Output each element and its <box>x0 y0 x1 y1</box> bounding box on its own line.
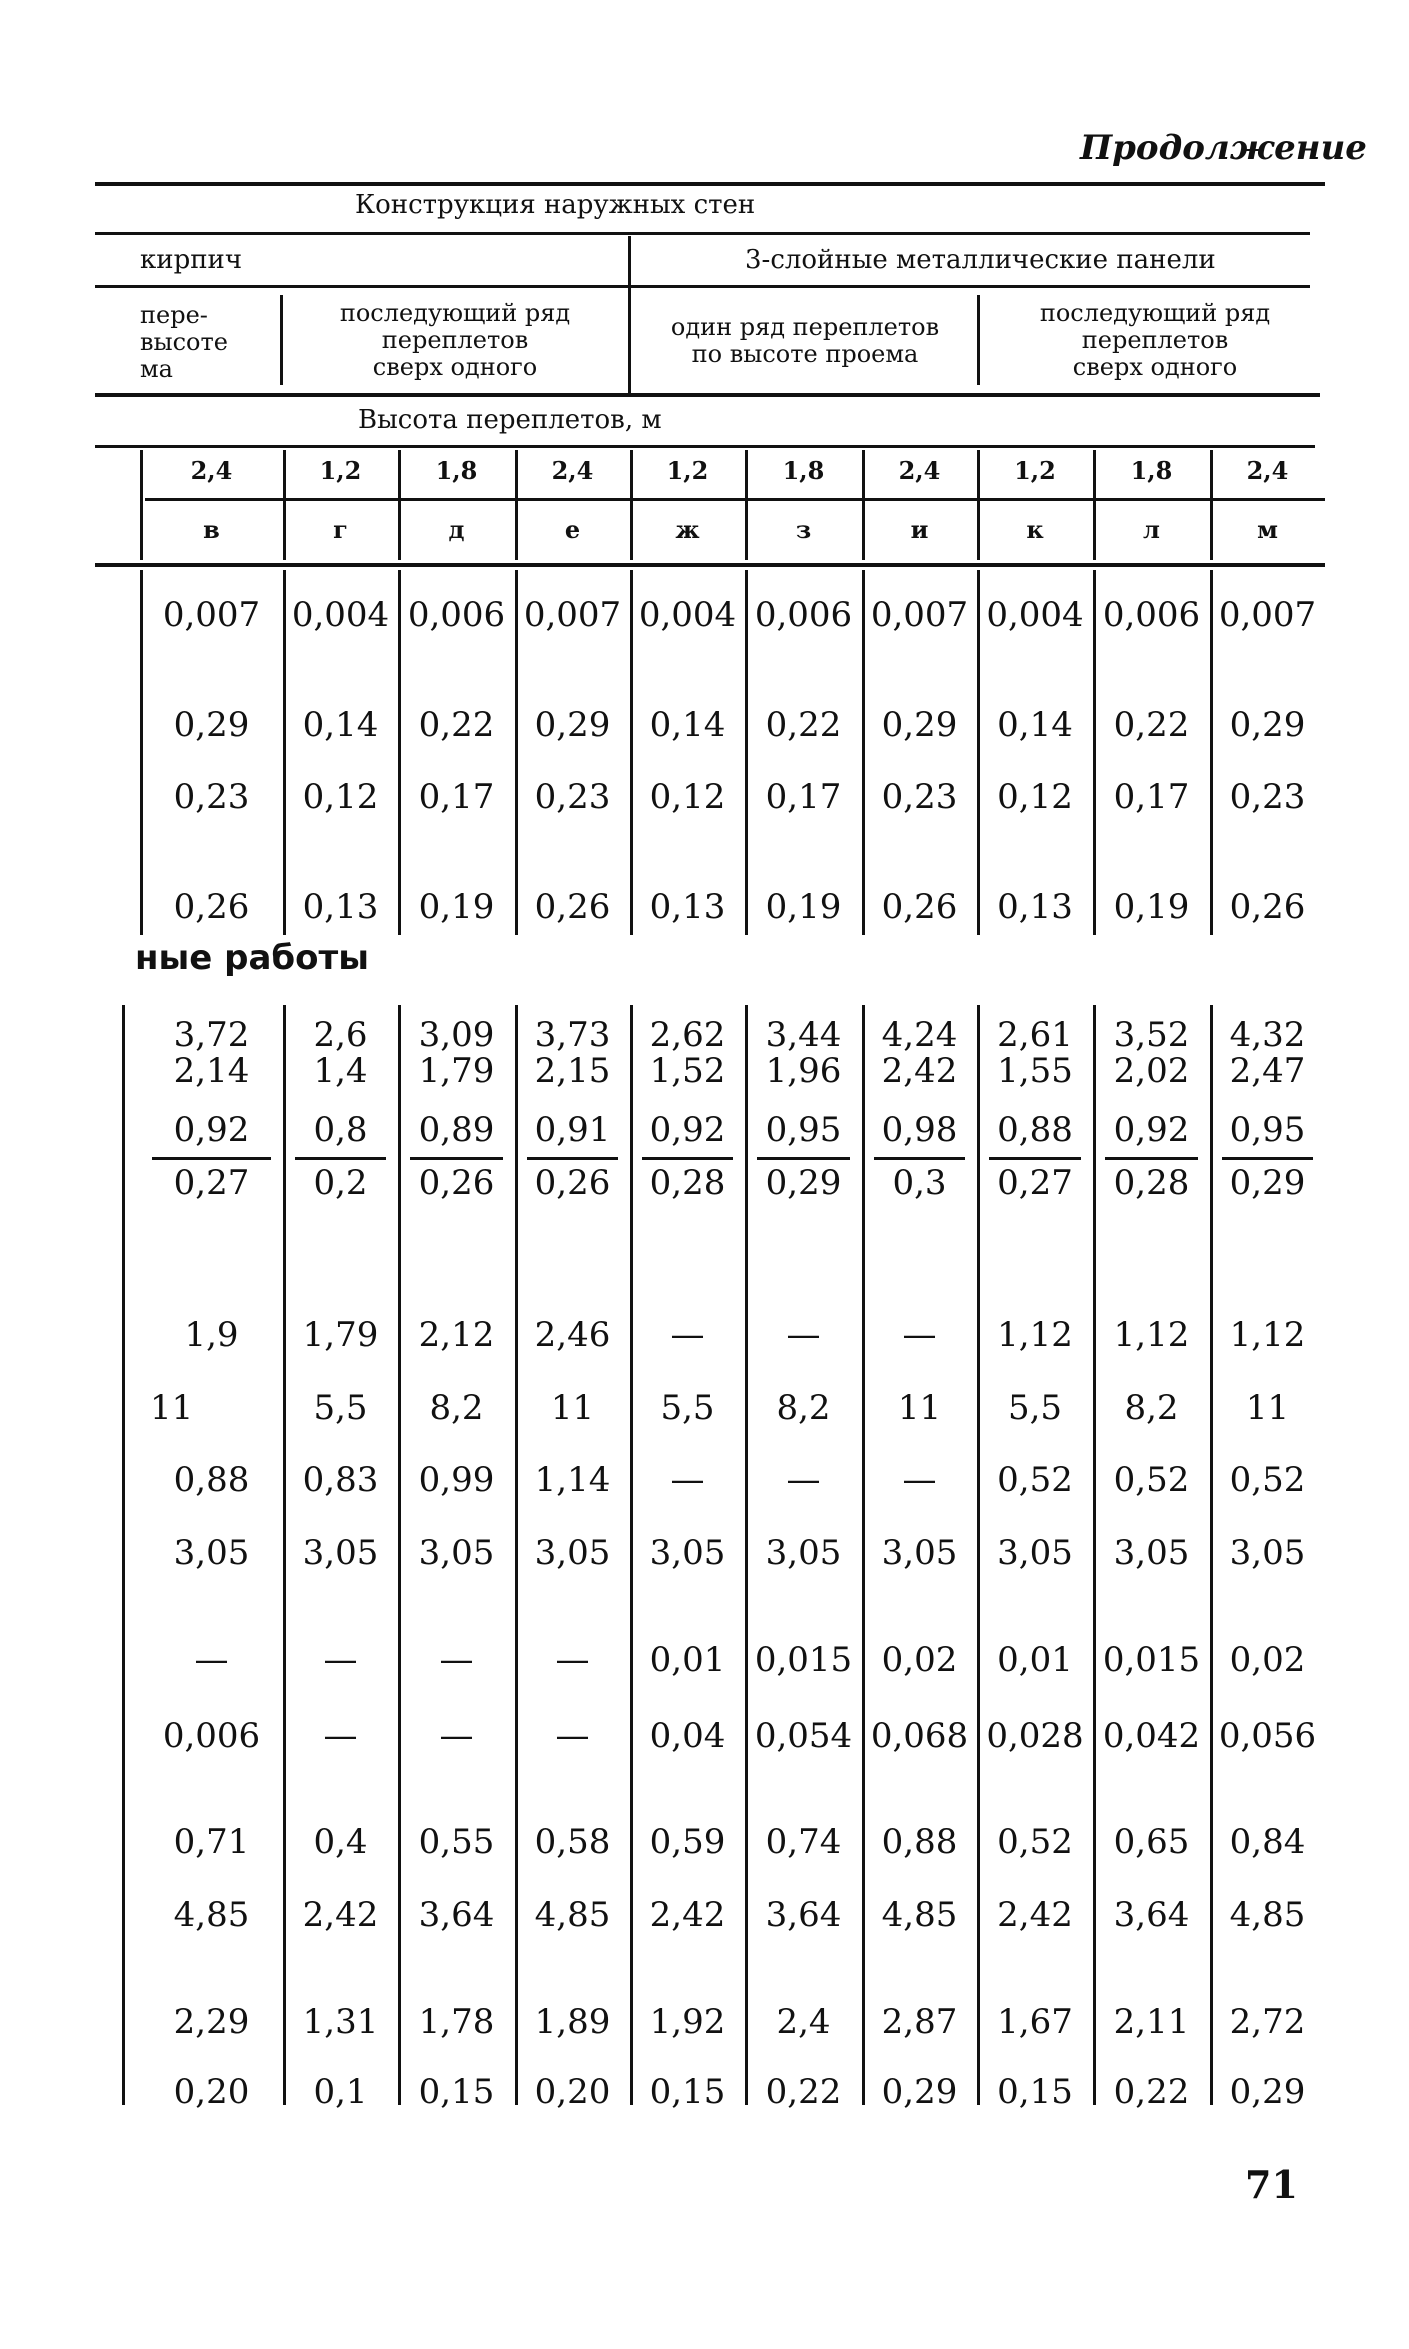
table-cell: 4,85 <box>881 1895 958 1935</box>
table-cell: 0,02 <box>881 1640 958 1680</box>
table-cell: 3,05 <box>1113 1533 1190 1573</box>
column-divider <box>862 450 865 560</box>
fraction-numerator: 0,8 <box>313 1110 368 1150</box>
table-cell: — <box>439 1716 474 1756</box>
fraction-denominator: 0,27 <box>997 1163 1073 1203</box>
table-cell: 0,17 <box>765 777 842 817</box>
column-divider <box>283 1005 286 2105</box>
table-cell: 0,23 <box>173 777 250 817</box>
table-cell: 2,42 <box>881 1051 958 1091</box>
table-cell: 2,42 <box>302 1895 379 1935</box>
height-cell: 1,2 <box>666 456 709 485</box>
table-cell: 0,056 <box>1218 1716 1317 1756</box>
table-cell: 0,26 <box>534 887 611 927</box>
column-divider <box>515 450 518 560</box>
fraction-denominator: 0,28 <box>649 1163 726 1203</box>
table-cell: 2,02 <box>1113 1051 1190 1091</box>
group-divider <box>628 236 631 396</box>
table-cell: 1,78 <box>418 2002 495 2042</box>
table-cell: 0,007 <box>1218 595 1317 635</box>
fraction-bar <box>1222 1157 1313 1160</box>
subheader-pere: пере- высоте ма <box>140 301 228 383</box>
table-cell: — <box>786 1315 821 1355</box>
table-cell: 11 <box>150 1388 194 1428</box>
table-cell: 1,79 <box>302 1315 379 1355</box>
table-cell: 0,4 <box>313 1822 368 1862</box>
header-rule <box>95 232 1310 235</box>
table-cell: 0,006 <box>162 1716 261 1756</box>
table-cell: 1,55 <box>997 1051 1073 1091</box>
table-cell: 0,26 <box>173 887 250 927</box>
table-cell: — <box>670 1460 705 1500</box>
table-cell: 0,006 <box>1102 595 1201 635</box>
table-cell: 0,88 <box>881 1822 958 1862</box>
table-cell: 1,89 <box>534 2002 611 2042</box>
table-cell: 2,4 <box>776 2002 831 2042</box>
table-cell: 11 <box>550 1388 595 1428</box>
table-cell: 2,61 <box>997 1015 1073 1055</box>
table-cell: 0,12 <box>997 777 1073 817</box>
table-cell: 0,13 <box>649 887 726 927</box>
table-cell: — <box>555 1640 590 1680</box>
table-cell: 1,4 <box>313 1051 368 1091</box>
table-cell: 3,64 <box>418 1895 495 1935</box>
fraction-numerator: 0,98 <box>881 1110 958 1150</box>
header-rule <box>95 393 1320 397</box>
header-rule <box>95 182 1325 186</box>
subheader-divider <box>280 295 283 385</box>
column-divider <box>398 570 401 935</box>
height-cell: 2,4 <box>1246 456 1289 485</box>
column-letter: ж <box>675 515 700 544</box>
fraction-numerator: 0,92 <box>173 1110 250 1150</box>
table-cell: 0,22 <box>1113 2072 1190 2112</box>
table-cell: 3,52 <box>1113 1015 1190 1055</box>
height-cell: 2,4 <box>898 456 941 485</box>
header-rule <box>95 285 1310 288</box>
table-cell: 2,14 <box>173 1051 250 1091</box>
table-cell: 3,05 <box>418 1533 495 1573</box>
header-rule <box>145 498 1325 501</box>
table-cell: 1,79 <box>418 1051 495 1091</box>
column-divider <box>1093 450 1096 560</box>
table-cell: 0,29 <box>1229 2072 1306 2112</box>
table-cell: 3,05 <box>534 1533 611 1573</box>
fraction-numerator: 0,95 <box>765 1110 842 1150</box>
table-cell: 0,22 <box>418 705 495 745</box>
fraction-bar <box>152 1157 271 1160</box>
table-cell: 2,42 <box>997 1895 1073 1935</box>
column-letter: м <box>1257 515 1278 544</box>
table-cell: 3,05 <box>1229 1533 1306 1573</box>
header-rule <box>95 563 1325 567</box>
table-cell: 0,58 <box>534 1822 611 1862</box>
fraction-bar <box>642 1157 733 1160</box>
table-cell: 0,88 <box>173 1460 250 1500</box>
column-divider <box>977 570 980 935</box>
table-cell: — <box>323 1640 358 1680</box>
height-cell: 1,8 <box>1130 456 1173 485</box>
table-cell: 4,85 <box>534 1895 611 1935</box>
column-divider <box>140 570 143 935</box>
table-cell: 0,14 <box>649 705 726 745</box>
table-cell: 0,028 <box>986 1716 1084 1756</box>
table-cell: 0,04 <box>649 1716 726 1756</box>
table-cell: 0,19 <box>1113 887 1190 927</box>
fraction-bar <box>874 1157 965 1160</box>
column-divider <box>515 570 518 935</box>
table-cell: 4,85 <box>1229 1895 1306 1935</box>
table-cell: 0,015 <box>1102 1640 1201 1680</box>
fraction-bar <box>410 1157 503 1160</box>
table-cell: 0,52 <box>997 1822 1073 1862</box>
table-cell: 1,31 <box>302 2002 379 2042</box>
fraction-bar <box>1105 1157 1198 1160</box>
fraction-denominator: 0,28 <box>1113 1163 1190 1203</box>
table-cell: 0,13 <box>302 887 379 927</box>
table-cell: 0,55 <box>418 1822 495 1862</box>
fraction-numerator: 0,92 <box>649 1110 726 1150</box>
column-letter: г <box>333 515 348 544</box>
table-cell: 0,83 <box>302 1460 379 1500</box>
brick-header: кирпич <box>140 245 243 275</box>
table-cell: 3,09 <box>418 1015 495 1055</box>
column-letter: к <box>1026 515 1044 544</box>
height-cell: 2,4 <box>190 456 233 485</box>
fraction-bar <box>527 1157 618 1160</box>
column-divider <box>630 1005 633 2105</box>
table-cell: 0,068 <box>870 1716 969 1756</box>
column-letter: з <box>795 515 812 544</box>
table-cell: 0,20 <box>173 2072 250 2112</box>
table-cell: 1,12 <box>997 1315 1073 1355</box>
fraction-denominator: 0,27 <box>173 1163 250 1203</box>
table-cell: 8,2 <box>776 1388 831 1428</box>
height-cell: 2,4 <box>551 456 594 485</box>
table-cell: — <box>902 1460 937 1500</box>
column-divider <box>398 1005 401 2105</box>
table-cell: 0,22 <box>765 2072 842 2112</box>
table-cell: 0,22 <box>765 705 842 745</box>
table-cell: 0,17 <box>1113 777 1190 817</box>
table-cell: 0,12 <box>302 777 379 817</box>
column-divider <box>515 1005 518 2105</box>
table-cell: 0,52 <box>1229 1460 1306 1500</box>
column-divider <box>1210 1005 1213 2105</box>
column-divider <box>283 570 286 935</box>
section-label: ные работы <box>135 938 369 978</box>
column-letter: д <box>448 515 465 544</box>
fraction-numerator: 0,95 <box>1229 1110 1306 1150</box>
fraction-numerator: 0,91 <box>534 1110 611 1150</box>
table-cell: 4,32 <box>1229 1015 1306 1055</box>
column-divider <box>745 450 748 560</box>
table-cell: 1,67 <box>997 2002 1073 2042</box>
column-divider <box>630 450 633 560</box>
table-cell: 0,65 <box>1113 1822 1190 1862</box>
fraction-denominator: 0,2 <box>313 1163 368 1203</box>
table-cell: 0,29 <box>173 705 250 745</box>
column-letter: л <box>1143 515 1160 544</box>
table-cell: 0,02 <box>1229 1640 1306 1680</box>
table-cell: 0,01 <box>649 1640 726 1680</box>
table-cell: 0,99 <box>418 1460 495 1500</box>
table-cell: 0,19 <box>418 887 495 927</box>
table-cell: 0,1 <box>313 2072 368 2112</box>
fraction-denominator: 0,3 <box>892 1163 947 1203</box>
height-cell: 1,8 <box>435 456 478 485</box>
header-rule <box>95 445 1315 448</box>
table-cell: 5,5 <box>1007 1388 1063 1428</box>
table-cell: 3,05 <box>765 1533 842 1573</box>
table-cell: 2,46 <box>534 1315 611 1355</box>
column-divider <box>977 1005 980 2105</box>
subheader-one-row: один ряд переплетов по высоте проема <box>670 313 940 368</box>
table-cell: 0,59 <box>649 1822 726 1862</box>
table-cell: 3,44 <box>765 1015 842 1055</box>
page-number: 71 <box>1245 2162 1298 2207</box>
table-cell: 2,62 <box>649 1015 726 1055</box>
table-cell: — <box>439 1640 474 1680</box>
table-cell: 2,72 <box>1229 2002 1306 2042</box>
table-cell: 0,004 <box>986 595 1084 635</box>
table-cell: 0,004 <box>638 595 737 635</box>
fraction-numerator: 0,89 <box>418 1110 495 1150</box>
table-cell: 3,05 <box>302 1533 379 1573</box>
subheader-next-panel: последующий ряд переплетов сверх одного <box>1039 299 1271 381</box>
table-cell: 0,17 <box>418 777 495 817</box>
table-cell: 3,64 <box>765 1895 842 1935</box>
table-cell: 2,42 <box>649 1895 726 1935</box>
table-cell: 0,15 <box>997 2072 1073 2112</box>
table-cell: 4,85 <box>173 1895 250 1935</box>
table-cell: 0,007 <box>523 595 622 635</box>
column-divider <box>1093 1005 1096 2105</box>
frame-height-header: Высота переплетов, м <box>358 405 662 435</box>
subheader-next-brick: последующий ряд переплетов сверх одного <box>339 299 571 381</box>
height-cell: 1,2 <box>1014 456 1056 485</box>
table-cell: 0,23 <box>534 777 611 817</box>
column-divider <box>140 450 143 560</box>
table-cell: 0,20 <box>534 2072 611 2112</box>
table-cell: — <box>323 1716 358 1756</box>
table-cell: — <box>194 1640 229 1680</box>
table-cell: 0,52 <box>1113 1460 1190 1500</box>
column-divider <box>630 570 633 935</box>
table-cell: 11 <box>1245 1388 1290 1428</box>
table-cell: 0,006 <box>754 595 853 635</box>
column-divider <box>862 570 865 935</box>
table-cell: 0,054 <box>754 1716 853 1756</box>
column-letter: и <box>910 515 929 544</box>
table-cell: 8,2 <box>1124 1388 1179 1428</box>
table-cell: 1,12 <box>1229 1315 1306 1355</box>
panels-header: 3-слойные металлические панели <box>745 245 1216 275</box>
table-cell: 2,29 <box>173 2002 250 2042</box>
table-cell: — <box>902 1315 937 1355</box>
fraction-bar <box>989 1157 1081 1160</box>
table-cell: 3,64 <box>1113 1895 1190 1935</box>
table-cell: 11 <box>897 1388 942 1428</box>
column-divider <box>398 450 401 560</box>
table-cell: — <box>786 1460 821 1500</box>
table-cell: 0,004 <box>291 595 390 635</box>
table-cell: 2,87 <box>881 2002 958 2042</box>
table-cell: 0,015 <box>754 1640 853 1680</box>
fraction-denominator: 0,29 <box>1229 1163 1306 1203</box>
table-cell: 0,74 <box>765 1822 842 1862</box>
table-cell: 0,29 <box>1229 705 1306 745</box>
table-cell: 0,14 <box>302 705 379 745</box>
column-divider <box>1210 570 1213 935</box>
table-cell: — <box>670 1315 705 1355</box>
table-cell: 0,29 <box>881 705 958 745</box>
fraction-numerator: 0,88 <box>997 1110 1073 1150</box>
table-cell: 3,05 <box>173 1533 250 1573</box>
table-cell: 0,12 <box>649 777 726 817</box>
table-cell: 0,007 <box>162 595 261 635</box>
table-cell: 0,23 <box>881 777 958 817</box>
table-cell: 1,14 <box>534 1460 611 1500</box>
column-letter: в <box>203 515 220 544</box>
table-cell: 0,01 <box>997 1640 1073 1680</box>
column-divider <box>977 450 980 560</box>
construction-header: Конструкция наружных стен <box>355 190 756 220</box>
table-cell: 0,15 <box>418 2072 495 2112</box>
fraction-denominator: 0,26 <box>534 1163 611 1203</box>
column-divider <box>122 1005 125 2105</box>
table-cell: 3,73 <box>534 1015 611 1055</box>
table-cell: 2,15 <box>534 1051 611 1091</box>
column-letter: е <box>564 515 581 544</box>
table-cell: 8,2 <box>429 1388 484 1428</box>
table-cell: 0,22 <box>1113 705 1190 745</box>
table-cell: 0,006 <box>407 595 506 635</box>
table-cell: 0,15 <box>649 2072 726 2112</box>
fraction-bar <box>757 1157 850 1160</box>
table-cell: 2,47 <box>1229 1051 1306 1091</box>
table-cell: 0,29 <box>534 705 611 745</box>
height-cell: 1,8 <box>782 456 825 485</box>
table-cell: 0,26 <box>1229 887 1306 927</box>
table-cell: 3,72 <box>173 1015 250 1055</box>
fraction-bar <box>295 1157 386 1160</box>
table-cell: 3,05 <box>881 1533 958 1573</box>
column-divider <box>745 570 748 935</box>
subheader-divider <box>977 295 980 385</box>
table-cell: 1,52 <box>649 1051 726 1091</box>
table-cell: 0,84 <box>1229 1822 1306 1862</box>
table-cell: 0,13 <box>997 887 1073 927</box>
table-cell: 5,5 <box>660 1388 715 1428</box>
column-divider <box>862 1005 865 2105</box>
table-cell: 2,11 <box>1113 2002 1190 2042</box>
fraction-numerator: 0,92 <box>1113 1110 1190 1150</box>
table-cell: 3,05 <box>997 1533 1073 1573</box>
table-cell: 0,26 <box>881 887 958 927</box>
table-cell: 1,9 <box>184 1315 239 1355</box>
table-cell: 0,14 <box>997 705 1073 745</box>
column-divider <box>745 1005 748 2105</box>
table-cell: — <box>555 1716 590 1756</box>
table-cell: 1,96 <box>765 1051 842 1091</box>
table-cell: 5,5 <box>313 1388 368 1428</box>
column-divider <box>283 450 286 560</box>
table-cell: 0,19 <box>765 887 842 927</box>
table-cell: 4,24 <box>881 1015 958 1055</box>
table-cell: 1,92 <box>649 2002 726 2042</box>
table-cell: 2,6 <box>313 1015 368 1055</box>
fraction-denominator: 0,26 <box>418 1163 495 1203</box>
table-cell: 2,12 <box>418 1315 495 1355</box>
table-cell: 0,29 <box>881 2072 958 2112</box>
fraction-denominator: 0,29 <box>765 1163 842 1203</box>
continuation-label: Продолжение <box>1080 128 1367 168</box>
table-cell: 1,12 <box>1113 1315 1190 1355</box>
table-cell: 0,71 <box>173 1822 250 1862</box>
column-divider <box>1210 450 1213 560</box>
table-cell: 0,52 <box>997 1460 1073 1500</box>
height-cell: 1,2 <box>319 456 362 485</box>
table-cell: 0,042 <box>1102 1716 1201 1756</box>
table-cell: 0,007 <box>870 595 969 635</box>
column-divider <box>1093 570 1096 935</box>
table-cell: 3,05 <box>649 1533 726 1573</box>
table-cell: 0,23 <box>1229 777 1306 817</box>
